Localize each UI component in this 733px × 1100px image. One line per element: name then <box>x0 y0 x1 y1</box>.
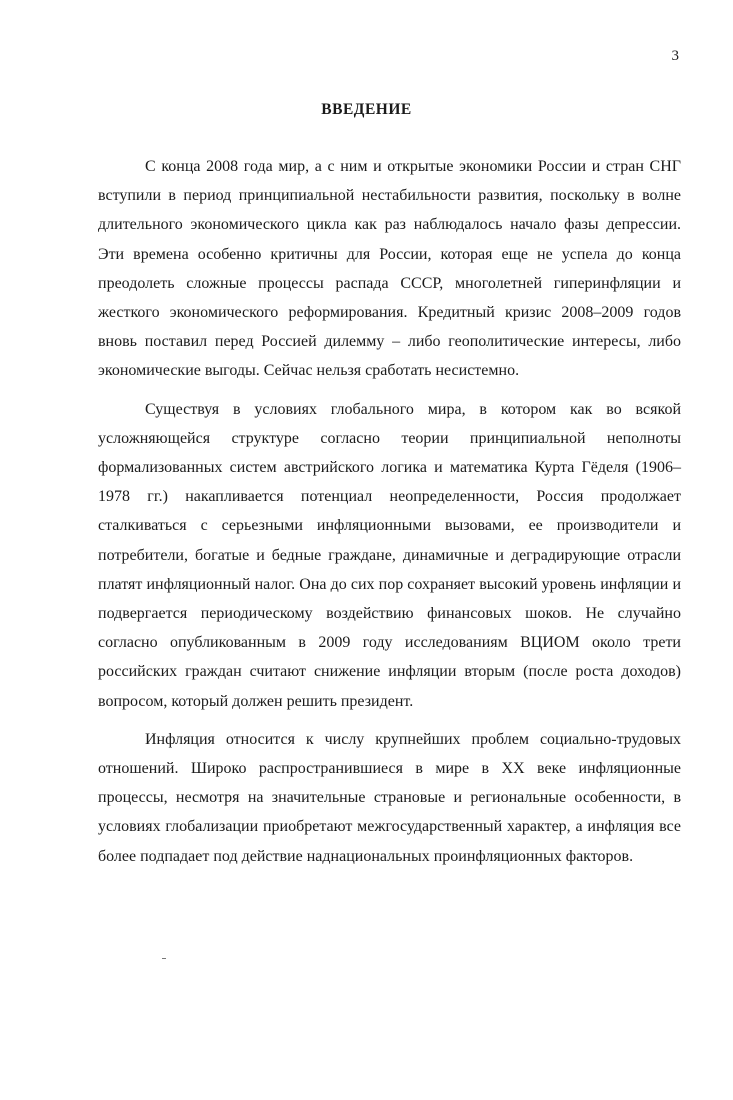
paragraph-2: Существуя в условиях глобального мира, в котором как во всякой усложняющейся структуре согласно теории принципиальной неполноты формализованных систем австрийского логика и математика Курта Гёделя (1906–1978 гг.) накапливается потенциал неопределенности, Россия продолжает сталкиваться с серьезными инфляционными вызовами, ее производители и потребители, богатые и бедные граждане, динамичные и деградирующие отрасли платят инфляционный налог. Она до сих пор сохраняет высокий уровень инфляции и подвергается периодическому воздействию финансовых шоков. Не случайно согласно опубликованным в 2009 году исследованиям ВЦИОМ около трети российских граждан считают снижение инфляции вторым (после роста доходов) вопросом, который должен решить президент. <box>98 400 681 710</box>
page-number: 3 <box>671 48 679 64</box>
scan-artifact-mark <box>162 958 166 959</box>
paragraph-1: С конца 2008 года мир, а с ним и открытые экономики России и стран СНГ вступили в период принципиальной нестабильности развития, поскольку в волне длительного экономического цикла как раз наблюдалось начало фазы депрессии. Эти времена особенно критичны для России, которая еще не успела до конца преодолеть сложные процессы распада СССР, многолетней гиперинфляции и жесткого экономического реформирования. Кредитный кризис 2008–2009 годов вновь поставил перед Россией дилемму – либо геополитические интересы, либо экономические выгоды. Сейчас нельзя сработать несистемно. <box>98 158 681 380</box>
body-text <box>98 152 681 871</box>
section-heading: ВВЕДЕНИЕ <box>321 101 412 118</box>
paragraph-3: Инфляция относится к числу крупнейших проблем социально-трудовых отношений. Широко распространившиеся в мире в XX веке инфляционные процессы, несмотря на значительные страновые и региональные особенности, в условиях глобализации приобретают межгосударственный характер, а инфляция все более подпадает под действие наднациональных проинфляционных факторов. <box>98 730 681 865</box>
